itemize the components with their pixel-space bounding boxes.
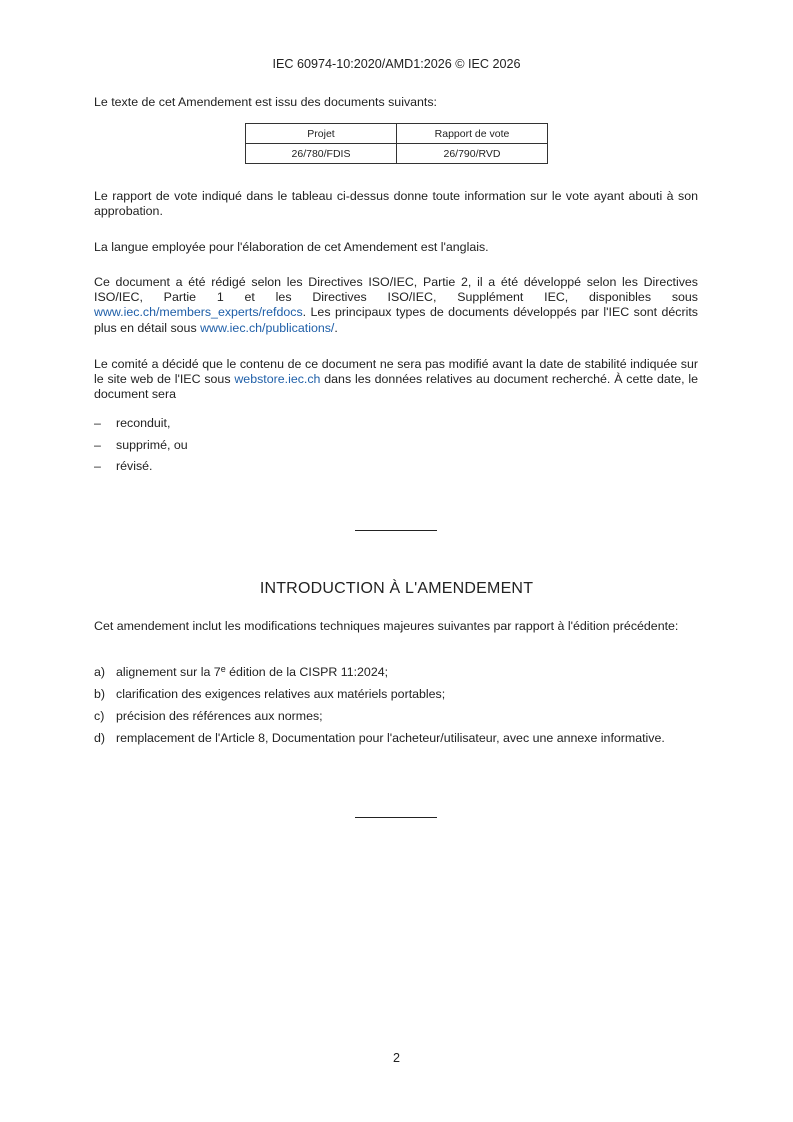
directives-text: . bbox=[334, 320, 338, 335]
directives-text: Ce document a été rédigé selon les Directives ISO/IEC, Partie 2, il a été développé selon les Directives ISO/IEC, Partie 1 et les Directives ISO/IEC, Supplément IEC, disponibles sous bbox=[94, 275, 698, 305]
list-item-text: reconduit, bbox=[116, 416, 171, 430]
section-title: INTRODUCTION À L'AMENDEMENT bbox=[259, 580, 534, 597]
directives-paragraph bbox=[94, 275, 698, 336]
list-marker: b) bbox=[94, 687, 106, 701]
stability-text: dans les données relatives au document recherché. À cette date, le document sera bbox=[94, 372, 699, 402]
directives-text: . Les principaux types de documents développés par l'IEC sont décrits plus en détail sous bbox=[94, 305, 698, 335]
webstore-link[interactable]: webstore.iec.ch bbox=[234, 372, 321, 387]
language-paragraph: La langue employée pour l'élaboration de cet Amendement est l'anglais. bbox=[94, 240, 489, 254]
list-dash: – bbox=[94, 459, 101, 473]
vote-table-header-row bbox=[246, 124, 548, 144]
vote-paragraph: Le rapport de vote indiqué dans le tableau ci-dessus donne toute information sur le vote ayant abouti à son approbation. bbox=[94, 189, 698, 219]
intro-text: Le texte de cet Amendement est issu des documents suivants: bbox=[94, 95, 437, 109]
amendment-intro: Cet amendement inclut les modifications techniques majeures suivantes par rapport à l'édition précédente: bbox=[94, 619, 679, 633]
refdocs-link[interactable]: www.iec.ch/members_experts/refdocs bbox=[94, 305, 303, 320]
vote-table-row bbox=[246, 144, 548, 164]
list-dash: – bbox=[94, 416, 101, 430]
list-item-text: supprimé, ou bbox=[116, 438, 188, 452]
separator-rule bbox=[355, 817, 437, 818]
list-dash: – bbox=[94, 438, 101, 452]
list-item-text bbox=[116, 665, 698, 680]
vote-table-header-cell: Rapport de vote bbox=[397, 124, 548, 144]
list-item-text-part: édition de la CISPR 11:2024; bbox=[225, 665, 389, 679]
publications-link[interactable]: www.iec.ch/publications/ bbox=[200, 320, 335, 335]
list-item-text: précision des références aux normes; bbox=[116, 709, 323, 723]
list-marker: c) bbox=[94, 709, 105, 723]
list-item-text: révisé. bbox=[116, 459, 153, 473]
list-item-text-part: alignement sur la 7 bbox=[116, 665, 221, 679]
vote-table-cell: 26/780/FDIS bbox=[246, 144, 397, 164]
list-item-text: remplacement de l'Article 8, Documentation pour l'acheteur/utilisateur, avec une annexe informative. bbox=[116, 731, 665, 745]
page-number: 2 bbox=[392, 1051, 400, 1065]
separator-rule bbox=[355, 530, 437, 531]
list-marker: a) bbox=[94, 665, 106, 679]
vote-table bbox=[245, 123, 548, 164]
superscript: e bbox=[220, 664, 226, 674]
list-marker: d) bbox=[94, 731, 106, 745]
stability-paragraph bbox=[94, 357, 698, 403]
list-item-text: clarification des exigences relatives aux matériels portables; bbox=[116, 687, 446, 701]
vote-table-header-cell: Projet bbox=[246, 124, 397, 144]
stability-text: Le comité a décidé que le contenu de ce document ne sera pas modifié avant la date de stabilité indiquée sur le site web de l'IEC sous bbox=[94, 357, 698, 387]
vote-table-cell: 26/790/RVD bbox=[397, 144, 548, 164]
running-header: IEC 60974-10:2020/AMD1:2026 © IEC 2026 bbox=[272, 57, 521, 71]
